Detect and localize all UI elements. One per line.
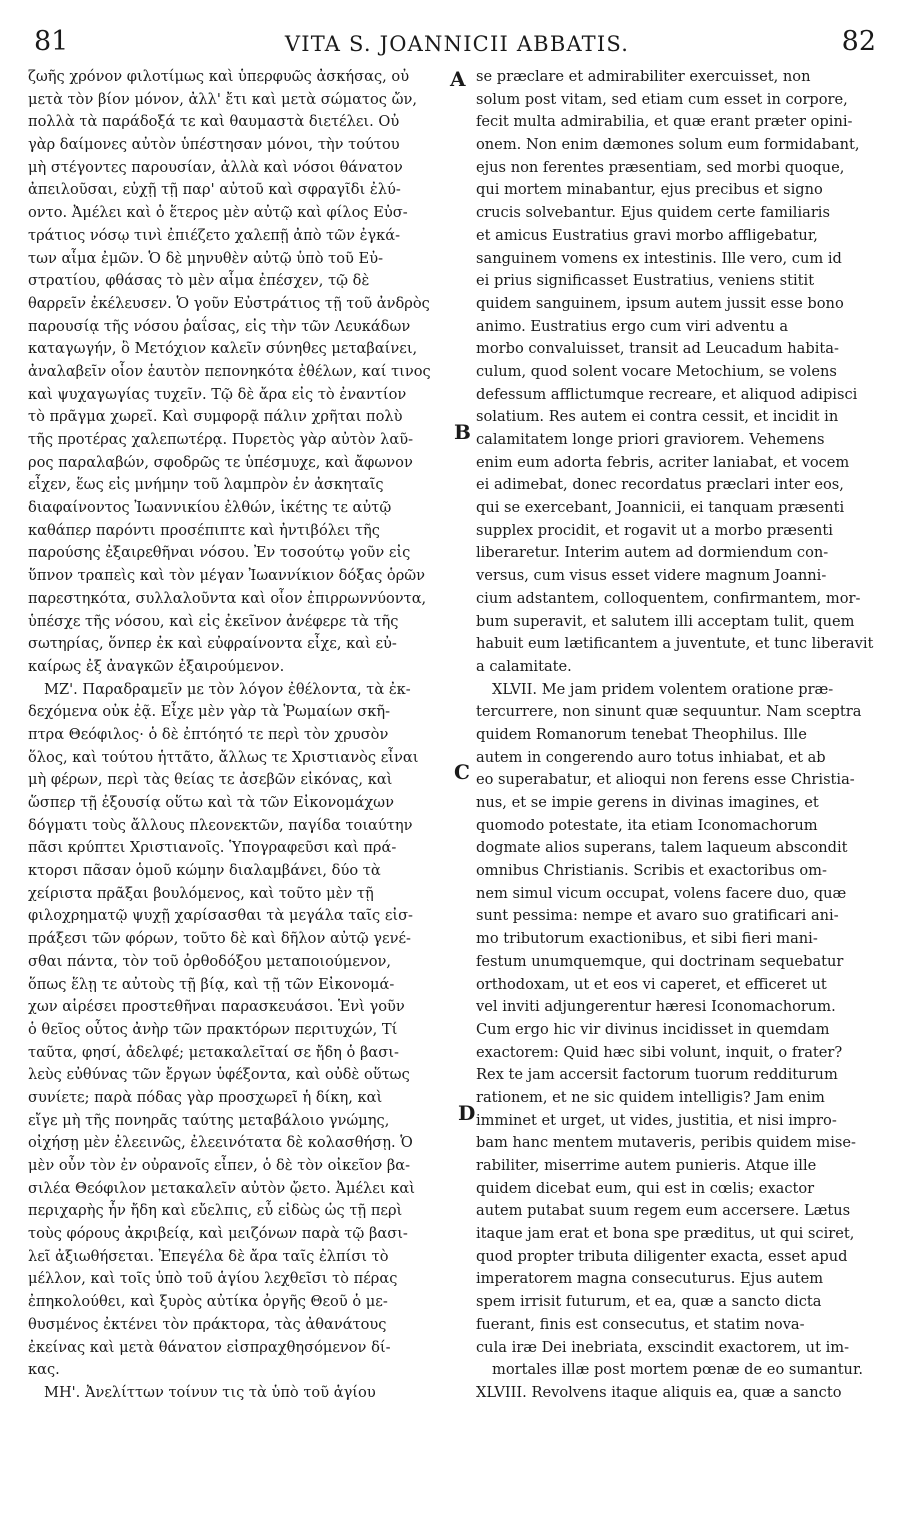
text-line: qui mortem minabantur, ejus precibus et signo [476,181,823,199]
text-line: ἐπηκολούθει, καὶ ξυρὸς αὐτίκα ὀργῆς Θεοῦ ὁ με- [28,1293,388,1311]
text-line: κας. [28,1361,60,1379]
text-line: ὑπέσχε τῆς νόσου, καὶ εἰς ἐκεῖνον ἀνέφερε τὰ τῆς [28,612,399,630]
greek-text-column [28,66,452,1405]
text-line: τοὺς φόρους ἀκριβείᾳ, καὶ μειζόνων παρὰ τῷ βασι- [28,1225,408,1243]
text-line: qui se exercebant, Joannicii, ei tanquam præsenti [476,499,845,517]
text-line: μέλλον, καὶ τοῖς ὑπὸ τοῦ ἁγίου λεχθεῖσι τὸ πέρας [28,1270,398,1288]
text-line: χων αἱρέσει προστεθῆναι παρασκευάσοι. Ἑνὶ γοῦν [28,998,405,1016]
text-line: πολλὰ τὰ παράδοξά τε καὶ θαυμαστὰ διετέλει. Οὐ [28,113,400,131]
text-line: eo superabatur, et alioqui non ferens esse Christia- [476,771,855,789]
text-line: λεὺς εὐθύνας τῶν ἔργων ὑφέξοντα, καὶ οὐδὲ οὕτως [28,1066,410,1084]
text-line: orthodoxam, ut et eos vi caperet, et efficeret ut [476,975,827,993]
text-line: calamitatem longe priori graviorem. Vehemens [476,431,825,448]
text-line: των αἷμα ἐμῶν. Ὁ δὲ μηνυθὲν αὐτῷ ὑπὸ τοῦ Εὐ- [28,249,383,267]
text-line: μὴ στέγοντες παρουσίαν, ἀλλὰ καὶ νόσοι θάνατον [28,158,403,176]
text-line: bum superavit, et salutem illi acceptam tulit, quem [476,612,855,630]
latin-text-column [476,66,878,1405]
text-line: sunt pessima: nempe et avaro suo gratificari ani- [476,907,839,925]
margin-marker-c: C [454,760,470,784]
margin-marker-a: A [450,67,466,91]
text-line: crucis solvebantur. Ejus quidem certe familiaris [476,204,830,222]
text-line: παρεστηκότα, συλλαλοῦντα καὶ οἷον ἐπιρρωννύοντα, [28,589,427,607]
text-line: rabiliter, miserrime autem punieris. Atque ille [476,1157,817,1174]
text-line: καίρως ἐξ ἀναγκῶν ἐξαιρούμενον. [28,657,285,675]
text-line: et amicus Eustratius gravi morbo affligebatur, [476,226,818,244]
text-line: οντο. Ἀμέλει καὶ ὁ ἕτερος μὲν αὐτῷ καὶ φίλος Εὐσ- [28,204,408,222]
text-line: στρατίου, φθάσας τὸ μὲν αἷμα ἐπέσχεν, τῷ δὲ [28,272,370,290]
running-header [0,20,914,60]
text-line: exactorem: Quid hæc sibi volunt, inquit, o frater? [476,1043,843,1061]
text-line: quomodo potestate, ita etiam Iconomachorum [476,816,818,834]
text-line: κτορσι πᾶσαν ὁμοῦ κώμην διαλαμβάνει, δύο τὰ [28,862,381,880]
text-line: defessum afflictumque recreare, et aliquod adipisci [476,385,858,403]
text-line: spem irrisit futurum, et ea, quæ a sancto dicta [476,1293,822,1311]
text-line: festum unumquemque, qui doctrinam sequebatur [476,952,844,970]
text-line: εἴγε μὴ τῆς πονηρᾶς ταύτης μεταβάλοιο γνώμης, [28,1111,390,1129]
text-line: Rex te jam accersit factorum tuorum redditurum [476,1066,838,1084]
text-line: autem putabat suum regem eum accersere. Lætus [476,1202,851,1220]
text-line: ὅλος, καὶ τούτου ἡττᾶτο, ἄλλως τε Χριστιανὸς εἶναι [28,748,419,766]
text-line: autem in congerendo auro totus inhiabat, et ab [476,748,826,766]
text-line: διαφαίνοντος Ἰωαννικίου ἐλθών, ἱκέτης τε αὐτῷ [28,499,392,517]
text-line: ei prius significasset Eustratius, veniens stitit [476,272,815,290]
text-line: fuerant, finis est consecutus, et statim nova- [476,1315,805,1333]
text-line: ταῦτα, φησί, ἀδελφέ; μετακαλεῖταί σε ἤδη ὁ βασι- [28,1043,399,1061]
text-line: mo tributorum exactionibus, et sibi fieri mani- [476,930,818,948]
text-line: δεχόμενα οὐκ ἐᾷ. Εἶχε μὲν γὰρ τὰ Ῥωμαίων σκῆ- [28,703,391,721]
text-line: tercurrere, non sinunt quæ sequuntur. Nam sceptra [476,703,862,721]
text-line: παρούσης ἐξαιρεθῆναι νόσου. Ἐν τοσούτῳ γοῦν εἰς [28,544,411,562]
text-line: quidem dicebat eum, qui est in cœlis; exactor [476,1179,815,1197]
page-number-left: 81 [34,26,69,57]
text-line: ὕπνον τραπεὶς καὶ τὸν μέγαν Ἰωαννίκιον δόξας ὁρῶν [28,567,426,585]
text-line: καὶ ψυχαγωγίας τυχεῖν. Τῷ δὲ ἄρα εἰς τὸ ἐναντίον [28,385,407,403]
text-line: ΜΖ'. Παραδραμεῖν με τὸν λόγον ἐθέλοντα, τὰ ἐκ- [44,680,411,698]
text-line: περιχαρὴς ἦν ἤδη καὶ εὔελπις, εὖ εἰδὼς ὡς τῇ περὶ [28,1202,403,1220]
text-line: θυσμένος ἐκτένει τὸν πράκτορα, τὰς ἀθανάτους [28,1315,387,1333]
text-line: καταγωγήν, ὃ Μετόχιον καλεῖν σύνηθες μεταβαίνει, [28,340,418,358]
text-line: versus, cum visus esset videre magnum Joanni- [476,567,827,585]
text-line: vel inviti adjungerentur hæresi Iconomachorum. [476,998,836,1016]
text-line: morbo convaluisset, transit ad Leucadum habita- [476,340,839,358]
text-line: φιλοχρηματῷ ψυχῇ χαρίσασθαι τὰ μεγάλα ταῖς εἰσ- [28,907,413,925]
text-line: τράτιος νόσῳ τινὶ ἐπιέζετο χαλεπῇ ἀπὸ τῶν ἐγκά- [28,226,401,244]
text-line: nus, et se impie gerens in divinas imagines, et [476,794,819,811]
text-line: λεῖ ἀξιωθήσεται. Ἐπεγέλα δὲ ἄρα ταῖς ἐλπίσι τὸ [28,1247,389,1265]
text-line: ei adimebat, donec recordatus præclari inter eos, [476,476,844,494]
text-line: a calamitate. [476,657,572,675]
text-line: onem. Non enim dæmones solum eum formidabant, [476,136,860,154]
text-line: ἀπειλοῦσαι, εὐχῇ τῇ παρ' αὐτοῦ καὶ σφραγῖδι ἐλύ- [28,181,401,199]
text-line: Cum ergo hic vir divinus incidisset in quemdam [476,1020,830,1038]
text-line: fecit multa admirabilia, et quæ erant præter opini- [476,113,853,131]
text-line: supplex procidit, et rogavit ut a morbo præsenti [476,521,833,539]
text-line: οἰχήσῃ μὲν ἐλεεινῶς, ἐλεεινότατα δὲ κολασθήσῃ. Ὁ [28,1134,413,1152]
text-line: culum, quod solent vocare Metochium, se volens [476,362,837,380]
text-line: τὸ πρᾶγμα χωρεῖ. Καὶ συμφορᾷ πάλιν χρῆται πολὺ [28,408,403,426]
text-line: quod propter tributa diligenter exacta, esset apud [476,1247,848,1265]
text-line: ἀναλαβεῖν οἷον ἑαυτὸν πεπονηκότα ἐθέλων, καί τινος [28,362,431,380]
text-line: itaque jam erat et bona spe præditus, ut qui sciret, [476,1225,855,1243]
text-line: σιλέα Θεόφιλον μετακαλεῖν αὐτὸν ᾤετο. Ἀμέλει καὶ [28,1179,415,1197]
text-line: χείριστα πρᾶξαι βουλόμενος, καὶ τοῦτο μὲν τῇ [28,884,374,902]
text-line: imperatorem magna consecuturus. Ejus autem [476,1270,824,1288]
text-line: εἶχεν, ἕως εἰς μνήμην τοῦ λαμπρὸν ἐν ἀσκηταῖς [28,476,384,494]
text-line: quidem Romanorum tenebat Theophilus. Ille [476,725,807,743]
text-line: ὥσπερ τῇ ἐξουσίᾳ οὕτω καὶ τὰ τῶν Εἰκονομάχων [28,794,394,811]
text-line: liberaretur. Interim autem ad dormiendum con- [476,544,829,562]
margin-marker-b: B [454,420,471,444]
text-line: sanguinem vomens ex intestinis. Ille vero, cum id [476,249,842,267]
text-line: nem simul vicum occupat, volens facere duo, quæ [476,884,847,902]
text-line: καθάπερ παρόντι προσέπιπτε καὶ ἠντιβόλει τῆς [28,521,380,539]
page-number-right: 82 [841,26,876,57]
text-line: σθαι πάντα, τὸν τοῦ ὀρθοδόξου μεταποιούμενον, [28,952,392,970]
text-line: τῆς προτέρας χαλεπωτέρᾳ. Πυρετὸς γὰρ αὐτὸν λαῦ- [28,431,414,448]
text-line: dogmate alios superans, talem laqueum abscondit [476,839,848,857]
text-line: μὲν οὖν τὸν ἐν οὐρανοῖς εἶπεν, ὁ δὲ τὸν οἰκεῖον βα- [28,1157,411,1174]
text-line: XLVIII. Revolvens itaque aliquis ea, quæ a sancto [476,1383,842,1401]
text-line: ὁ θεῖος οὗτος ἀνὴρ τῶν πρακτόρων περιτυχών, Τί [28,1020,398,1038]
text-line: ejus non ferentes præsentiam, sed morbi quoque, [476,158,845,176]
text-line: omnibus Christianis. Scribis et exactoribus om- [476,862,827,880]
text-line: XLVII. Me jam pridem volentem oratione præ- [492,680,834,698]
text-line: se præclare et admirabiliter exercuisset, non [476,68,811,85]
text-line: ζωῆς χρόνον φιλοτίμως καὶ ὑπερφυῶς ἀσκήσας, οὐ [28,68,410,85]
text-line: πᾶσι κρύπτει Χριστιανοῖς. Ὑπογραφεῦσι καὶ πρά- [28,839,397,857]
text-line: θαρρεῖν ἐκέλευσεν. Ὁ γοῦν Εὐστράτιος τῇ τοῦ ἀνδρὸς [28,294,430,312]
text-line: bam hanc mentem mutaveris, peribis quidem mise- [476,1134,856,1152]
text-line: ΜΗ'. Ἀνελίττων τοίνυν τις τὰ ὑπὸ τοῦ ἁγίου [44,1383,376,1401]
text-line: imminet et urget, ut vides, justitia, et nisi impro- [476,1111,837,1129]
text-line: ρος παραλαβών, σφοδρῶς τε ὑπέσμυχε, καὶ ἄφωνον [28,453,413,471]
text-line: δόγματι τοὺς ἄλλους πλεονεκτῶν, παγίδα τοιαύτην [28,816,413,834]
text-line: μετὰ τὸν βίον μόνον, ἀλλ' ἔτι καὶ μετὰ σώματος ὤν, [28,90,418,108]
text-line: cium adstantem, colloquentem, confirmantem, mor- [476,589,861,607]
text-line: animo. Eustratius ergo cum viri adventu a [476,317,789,335]
text-line: σωτηρίας, ὅνπερ ἐκ καὶ εὐφραίνοντα εἶχε, καὶ εὐ- [28,635,397,653]
text-line: solum post vitam, sed etiam cum esset in corpore, [476,90,848,108]
margin-marker-d: D [458,1101,476,1125]
text-line: γὰρ δαίμονες αὐτὸν ὑπέστησαν μόνοι, τὴν τούτου [28,136,400,154]
text-line: mortales illæ post mortem pœnæ de eo sumantur. [492,1361,863,1379]
text-line: μὴ φέρων, περὶ τὰς θείας τε ἀσεβῶν εἰκόνας, καὶ [28,771,393,789]
text-line: παρουσίᾳ τῆς νόσου ῥαΐσας, εἰς τὴν τῶν Λευκάδων [28,317,411,335]
text-line: rationem, et ne sic quidem intelligis? Jam enim [476,1088,825,1106]
text-line: enim eum adorta febris, acriter laniabat, et vocem [476,453,850,471]
text-line: πτρα Θεόφιλος· ὁ δὲ ἐπτόητό τε περὶ τὸν χρυσὸν [28,725,389,743]
text-line: ὅπως ἕλῃ τε αὐτοὺς τῇ βίᾳ, καὶ τῇ τῶν Εἰκονομά- [28,975,395,993]
text-line: solatium. Res autem ei contra cessit, et incidit in [476,408,839,426]
text-line: cula iræ Dei inebriata, exscindit exactorem, ut im- [476,1338,850,1356]
text-line: quidem sanguinem, ipsum autem jussit esse bono [476,294,844,312]
text-line: συνίετε; παρὰ πόδας γὰρ προσχωρεῖ ἡ δίκη, καὶ [28,1088,383,1106]
text-line: ἐκείνας καὶ μετὰ θάνατον εἰσπραχθησόμενον δί- [28,1338,391,1356]
text-line: habuit eum lætificantem a juventute, et tunc liberavit [476,635,874,653]
text-line: πράξεσι τῶν φόρων, τοῦτο δὲ καὶ δῆλον αὐτῷ γενέ- [28,930,411,948]
running-title: VITA S. JOANNICII ABBATIS. [284,32,630,56]
